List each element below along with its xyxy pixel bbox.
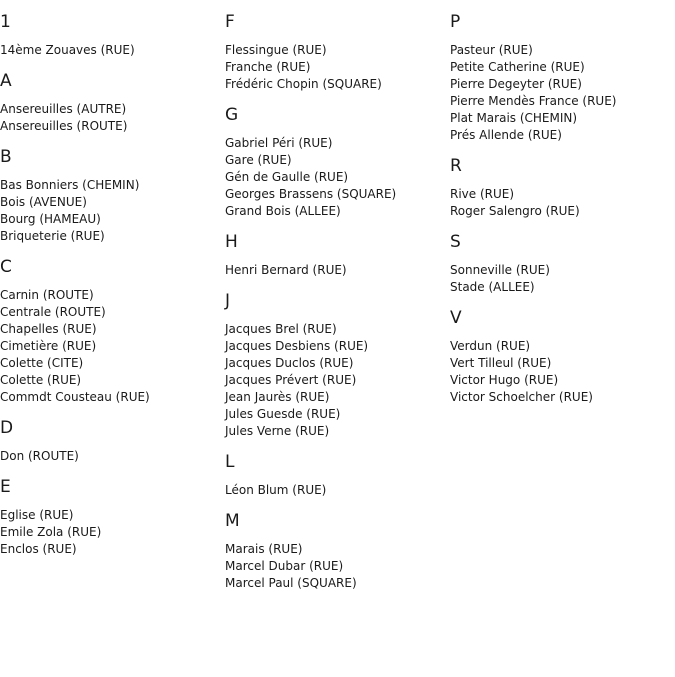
street-link[interactable]: Roger Salengro (RUE) bbox=[450, 204, 580, 218]
letter-heading: F bbox=[225, 12, 235, 32]
letter-group bbox=[225, 291, 450, 440]
street-link[interactable]: Bourg (HAMEAU) bbox=[0, 212, 101, 226]
street-link[interactable]: Marcel Paul (SQUARE) bbox=[225, 576, 357, 590]
index-column-2 bbox=[225, 0, 450, 592]
street-link[interactable]: Jacques Duclos (RUE) bbox=[225, 356, 354, 370]
letter-heading: M bbox=[225, 511, 240, 531]
letter-heading: E bbox=[0, 477, 11, 497]
street-list bbox=[0, 448, 225, 465]
street-list bbox=[0, 42, 225, 59]
street-link[interactable]: Jean Jaurès (RUE) bbox=[225, 390, 330, 404]
street-link[interactable]: Bas Bonniers (CHEMIN) bbox=[0, 178, 140, 192]
street-link[interactable]: Jules Guesde (RUE) bbox=[225, 407, 341, 421]
street-link[interactable]: Frédéric Chopin (SQUARE) bbox=[225, 77, 382, 91]
street-link[interactable]: Henri Bernard (RUE) bbox=[225, 263, 347, 277]
letter-group bbox=[0, 71, 225, 135]
letter-heading: J bbox=[225, 291, 231, 311]
street-list bbox=[225, 482, 450, 499]
street-list bbox=[450, 186, 675, 220]
street-list bbox=[225, 135, 450, 220]
letter-heading: S bbox=[450, 232, 461, 252]
street-link[interactable]: Sonneville (RUE) bbox=[450, 263, 550, 277]
street-link[interactable]: Jacques Prévert (RUE) bbox=[225, 373, 357, 387]
street-list bbox=[225, 262, 450, 279]
street-list bbox=[225, 42, 450, 93]
street-link[interactable]: Prés Allende (RUE) bbox=[450, 128, 562, 142]
street-link[interactable]: Victor Schoelcher (RUE) bbox=[450, 390, 593, 404]
street-link[interactable]: Stade (ALLEE) bbox=[450, 280, 535, 294]
street-list bbox=[0, 177, 225, 245]
letter-group bbox=[0, 257, 225, 406]
street-list bbox=[0, 507, 225, 558]
letter-group bbox=[225, 511, 450, 592]
street-link[interactable]: Pierre Degeyter (RUE) bbox=[450, 77, 582, 91]
street-link[interactable]: Bois (AVENUE) bbox=[0, 195, 87, 209]
letter-heading: V bbox=[450, 308, 462, 328]
street-link[interactable]: Pierre Mendès France (RUE) bbox=[450, 94, 617, 108]
street-link[interactable]: Carnin (ROUTE) bbox=[0, 288, 94, 302]
street-link[interactable]: Briqueterie (RUE) bbox=[0, 229, 105, 243]
street-list bbox=[450, 338, 675, 406]
street-link[interactable]: Ansereuilles (ROUTE) bbox=[0, 119, 128, 133]
street-link[interactable]: Verdun (RUE) bbox=[450, 339, 531, 353]
street-link[interactable]: Centrale (ROUTE) bbox=[0, 305, 106, 319]
letter-group bbox=[0, 477, 225, 558]
street-link[interactable]: Pasteur (RUE) bbox=[450, 43, 533, 57]
letter-heading: D bbox=[0, 418, 14, 438]
letter-group bbox=[450, 12, 675, 144]
street-link[interactable]: Colette (RUE) bbox=[0, 373, 82, 387]
street-link[interactable]: Jules Verne (RUE) bbox=[225, 424, 330, 438]
street-link[interactable]: Emile Zola (RUE) bbox=[0, 525, 102, 539]
street-link[interactable]: Petite Catherine (RUE) bbox=[450, 60, 585, 74]
street-link[interactable]: Gabriel Péri (RUE) bbox=[225, 136, 333, 150]
street-link[interactable]: Flessingue (RUE) bbox=[225, 43, 327, 57]
index-column-1 bbox=[0, 0, 225, 558]
street-link[interactable]: Commdt Cousteau (RUE) bbox=[0, 390, 150, 404]
street-link[interactable]: Ansereuilles (AUTRE) bbox=[0, 102, 127, 116]
street-list bbox=[0, 287, 225, 406]
letter-heading: L bbox=[225, 452, 235, 472]
street-link[interactable]: Jacques Brel (RUE) bbox=[225, 322, 337, 336]
street-list bbox=[450, 42, 675, 144]
street-link[interactable]: Eglise (RUE) bbox=[0, 508, 74, 522]
street-link[interactable]: Victor Hugo (RUE) bbox=[450, 373, 559, 387]
street-link[interactable]: Chapelles (RUE) bbox=[0, 322, 97, 336]
street-list bbox=[0, 101, 225, 135]
street-link[interactable]: Marais (RUE) bbox=[225, 542, 303, 556]
street-link[interactable]: Georges Brassens (SQUARE) bbox=[225, 187, 397, 201]
letter-group bbox=[450, 232, 675, 296]
letter-heading: B bbox=[0, 147, 12, 167]
letter-group bbox=[225, 452, 450, 499]
street-link[interactable]: Gare (RUE) bbox=[225, 153, 292, 167]
letter-group bbox=[225, 232, 450, 279]
street-link[interactable]: Colette (CITE) bbox=[0, 356, 84, 370]
street-list bbox=[225, 541, 450, 592]
street-link[interactable]: Plat Marais (CHEMIN) bbox=[450, 111, 578, 125]
index-column-3 bbox=[450, 0, 675, 406]
street-link[interactable]: Rive (RUE) bbox=[450, 187, 515, 201]
street-link[interactable]: Gén de Gaulle (RUE) bbox=[225, 170, 349, 184]
street-link[interactable]: Léon Blum (RUE) bbox=[225, 483, 327, 497]
letter-group bbox=[450, 156, 675, 220]
street-link[interactable]: Cimetière (RUE) bbox=[0, 339, 97, 353]
letter-heading: A bbox=[0, 71, 12, 91]
letter-heading: 1 bbox=[0, 12, 11, 32]
street-link[interactable]: 14ème Zouaves (RUE) bbox=[0, 43, 135, 57]
street-link[interactable]: Marcel Dubar (RUE) bbox=[225, 559, 344, 573]
street-list bbox=[450, 262, 675, 296]
street-link[interactable]: Don (ROUTE) bbox=[0, 449, 79, 463]
street-link[interactable]: Franche (RUE) bbox=[225, 60, 311, 74]
letter-group bbox=[225, 12, 450, 93]
street-link[interactable]: Vert Tilleul (RUE) bbox=[450, 356, 552, 370]
letter-heading: R bbox=[450, 156, 462, 176]
letter-heading: G bbox=[225, 105, 239, 125]
letter-group bbox=[0, 147, 225, 245]
letter-group bbox=[450, 308, 675, 406]
street-link[interactable]: Grand Bois (ALLEE) bbox=[225, 204, 341, 218]
letter-group bbox=[225, 105, 450, 220]
letter-heading: H bbox=[225, 232, 238, 252]
letter-group bbox=[0, 12, 225, 59]
street-link[interactable]: Jacques Desbiens (RUE) bbox=[225, 339, 369, 353]
letter-heading: P bbox=[450, 12, 461, 32]
street-list bbox=[225, 321, 450, 440]
letter-heading: C bbox=[0, 257, 12, 277]
letter-group bbox=[0, 418, 225, 465]
street-link[interactable]: Enclos (RUE) bbox=[0, 542, 77, 556]
